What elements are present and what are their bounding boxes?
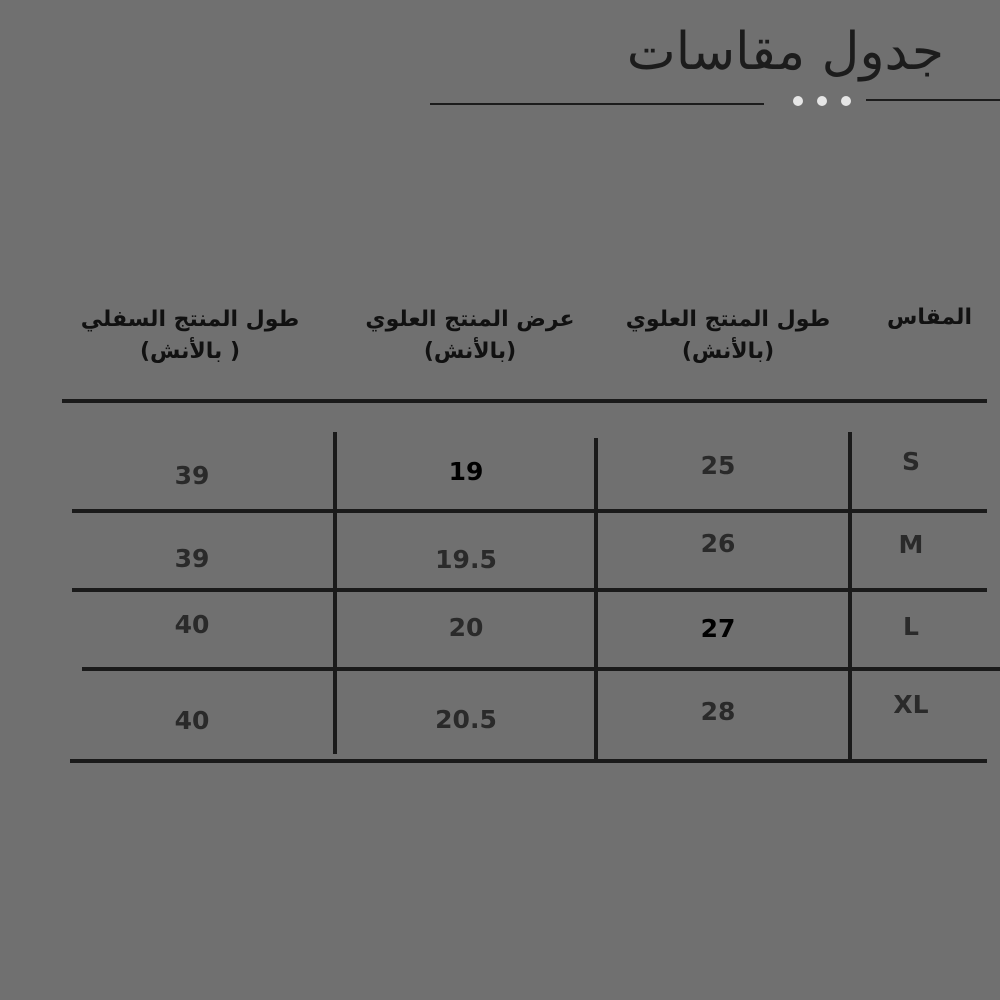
column-divider <box>333 432 337 754</box>
cell-bottom-length: 39 <box>174 461 210 490</box>
decorative-dot <box>841 96 851 106</box>
cell-top-width: 19 <box>448 457 484 486</box>
header-top-length: طول المنتج العلوي (بالأنش) <box>625 307 831 364</box>
cell-top-length: 25 <box>700 451 736 480</box>
title-underline-left <box>430 103 764 105</box>
cell-top-length: 28 <box>700 697 736 726</box>
header-bottom-length: طول المنتج السفلي ( بالأنش) <box>80 307 300 364</box>
cell-bottom-length: 40 <box>174 610 210 639</box>
decorative-dot <box>817 96 827 106</box>
header-size: المقاس <box>886 305 972 330</box>
cell-top-length: 27 <box>700 614 736 643</box>
cell-size: L <box>903 612 919 641</box>
header-divider <box>62 399 987 403</box>
cell-bottom-length: 39 <box>174 544 210 573</box>
decorative-dot <box>793 96 803 106</box>
title-underline-right <box>866 99 1000 101</box>
header-top-width: عرض المنتج العلوي (بالأنش) <box>365 307 575 364</box>
column-divider <box>848 432 852 760</box>
column-divider <box>594 438 598 760</box>
cell-size: M <box>898 530 924 559</box>
page-title: جدول مقاسات <box>626 22 944 82</box>
cell-size: XL <box>893 690 929 719</box>
row-divider <box>82 667 1000 671</box>
cell-size: S <box>901 447 921 476</box>
cell-top-width: 20.5 <box>435 705 497 734</box>
cell-top-length: 26 <box>700 529 736 558</box>
cell-top-width: 20 <box>448 613 484 642</box>
cell-bottom-length: 40 <box>174 706 210 735</box>
cell-top-width: 19.5 <box>435 545 497 574</box>
